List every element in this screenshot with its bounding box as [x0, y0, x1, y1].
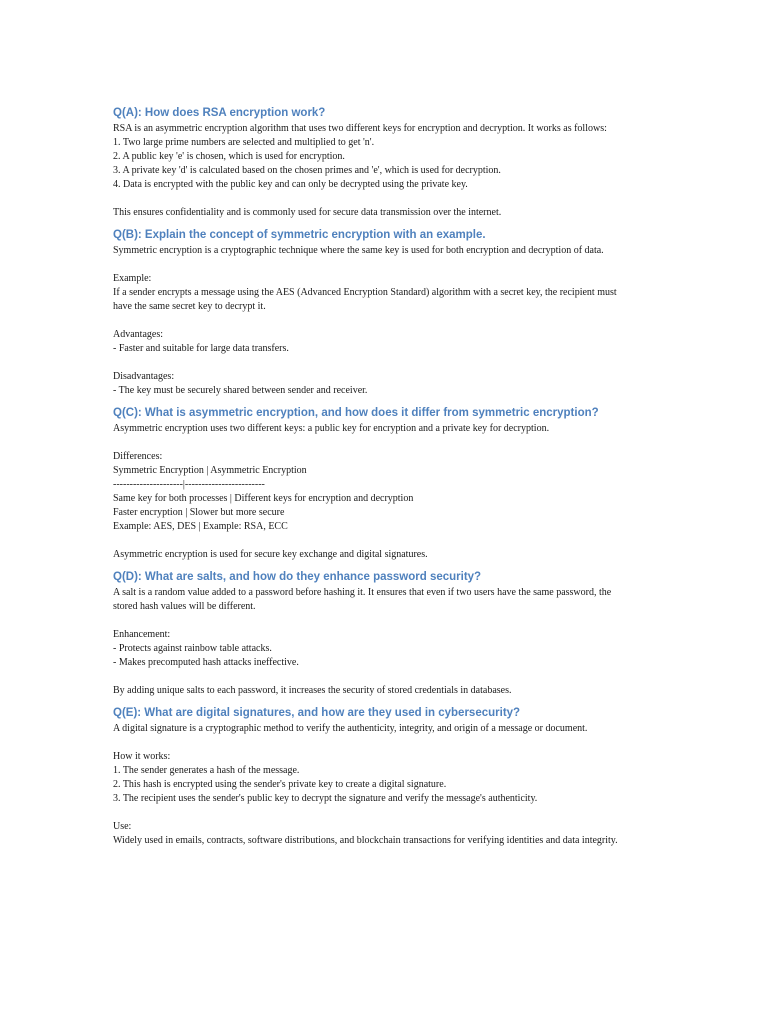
answer-line: Faster encryption | Slower but more secure [113, 507, 285, 518]
answer-line: - The key must be securely shared between sender and receiver. [113, 385, 368, 396]
answer-line: Enhancement: [113, 629, 171, 640]
answer-line: A salt is a random value added to a password before hashing it. It ensures that even if two users have the same password, the [113, 587, 612, 598]
blank-line [113, 258, 673, 272]
section-rsa [113, 104, 673, 220]
section-salts [113, 568, 673, 698]
answer-line: 3. A private key 'd' is calculated based on the chosen primes and 'e', which is used for decryption. [113, 165, 501, 176]
section-asymmetric [113, 404, 673, 562]
answer-line: Symmetric Encryption | Asymmetric Encryption [113, 465, 307, 476]
answer-line: Advantages: [113, 329, 163, 340]
blank-line [113, 314, 673, 328]
answer-line: - Makes precomputed hash attacks ineffective. [113, 657, 299, 668]
question-title: Q(E): What are digital signatures, and how are they used in cybersecurity? [113, 707, 521, 719]
answer-line: If a sender encrypts a message using the AES (Advanced Encryption Standard) algorithm with a secret key, the recipient must [113, 287, 617, 298]
answer-line: 4. Data is encrypted with the public key and can only be decrypted using the private key. [113, 179, 468, 190]
blank-line [113, 436, 673, 450]
answer-line: 2. This hash is encrypted using the sender's private key to create a digital signature. [113, 779, 447, 790]
answer-line: 3. The recipient uses the sender's public key to decrypt the signature and verify the message's authenticity. [113, 793, 538, 804]
document-body [113, 104, 673, 848]
answer-line: 1. The sender generates a hash of the message. [113, 765, 300, 776]
blank-line [113, 192, 673, 206]
answer-line: This ensures confidentiality and is commonly used for secure data transmission over the internet. [113, 207, 502, 218]
answer-line: Disadvantages: [113, 371, 175, 382]
answer-line: Use: [113, 821, 132, 832]
answer-line: Example: [113, 273, 152, 284]
answer-line: Differences: [113, 451, 163, 462]
answer-line: Example: AES, DES | Example: RSA, ECC [113, 521, 288, 532]
answer-line: Same key for both processes | Different keys for encryption and decryption [113, 493, 414, 504]
answer-line: Asymmetric encryption uses two different keys: a public key for encryption and a private key for decryption. [113, 423, 550, 434]
answer-line: Widely used in emails, contracts, software distributions, and blockchain transactions for verifying identities and data integrity. [113, 835, 618, 846]
question-title: Q(C): What is asymmetric encryption, and how does it differ from symmetric encryption? [113, 407, 599, 419]
answer-line: Symmetric encryption is a cryptographic technique where the same key is used for both encryption and decryption of data. [113, 245, 604, 256]
question-title: Q(A): How does RSA encryption work? [113, 107, 326, 119]
answer-line: stored hash values will be different. [113, 601, 256, 612]
section-digital-signatures [113, 704, 673, 848]
answer-line: - Faster and suitable for large data transfers. [113, 343, 289, 354]
answer-line: - Protects against rainbow table attacks. [113, 643, 272, 654]
answer-line: ---------------------|------------------------ [113, 479, 265, 490]
blank-line [113, 670, 673, 684]
blank-line [113, 534, 673, 548]
answer-line: By adding unique salts to each password, it increases the security of stored credentials in databases. [113, 685, 512, 696]
blank-line [113, 736, 673, 750]
answer-line: 1. Two large prime numbers are selected and multiplied to get 'n'. [113, 137, 375, 148]
blank-line [113, 614, 673, 628]
blank-line [113, 356, 673, 370]
question-title: Q(D): What are salts, and how do they enhance password security? [113, 571, 482, 583]
answer-line: 2. A public key 'e' is chosen, which is used for encryption. [113, 151, 345, 162]
blank-line [113, 806, 673, 820]
answer-line: RSA is an asymmetric encryption algorithm that uses two different keys for encryption and decryption. It works as follows: [113, 123, 607, 134]
question-title: Q(B): Explain the concept of symmetric encryption with an example. [113, 229, 486, 241]
answer-line: A digital signature is a cryptographic method to verify the authenticity, integrity, and origin of a message or document. [113, 723, 588, 734]
answer-line: Asymmetric encryption is used for secure key exchange and digital signatures. [113, 549, 428, 560]
answer-line: have the same secret key to decrypt it. [113, 301, 266, 312]
answer-line: How it works: [113, 751, 171, 762]
section-symmetric [113, 226, 673, 398]
